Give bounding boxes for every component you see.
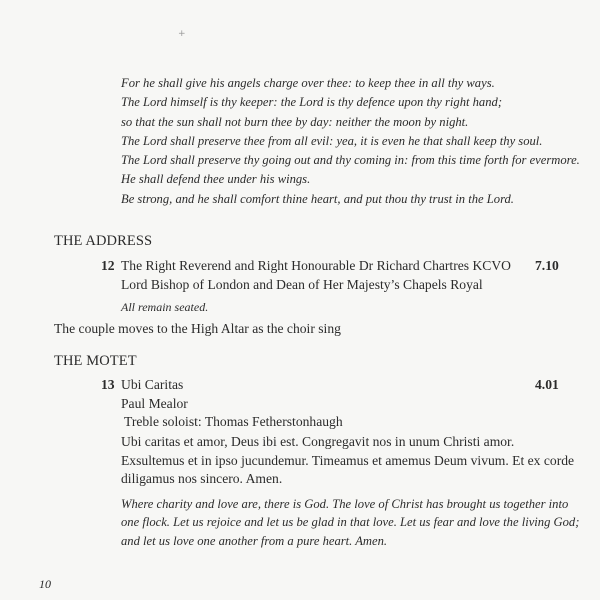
crop-mark: + — [178, 29, 186, 39]
motet-heading: THE MOTET — [54, 353, 137, 369]
address-note: All remain seated. — [121, 300, 209, 314]
psalm-line: The Lord shall preserve thee from all evil: yea, it is even he that shall keep thy soul. — [121, 133, 543, 148]
address-track-number: 12 — [101, 258, 115, 273]
psalm-line: He shall defend thee under his wings. — [121, 172, 311, 187]
motet-track-number: 13 — [101, 377, 115, 392]
address-speaker-line2: Lord Bishop of London and Dean of Her Majesty’s Chapels Royal — [121, 277, 483, 292]
motet-duration: 4.01 — [535, 377, 559, 392]
motet-latin-text — [121, 433, 581, 489]
psalm-text — [121, 74, 591, 209]
psalm-line: Be strong, and he shall comfort thine heart, and put thou thy trust in the Lord. — [121, 191, 514, 206]
latin-line: Ubi caritas et amor, Deus ibi est. Congregavit nos in unum Christi amor. — [121, 434, 515, 449]
translation-line: one flock. Let us rejoice and let us be glad in that love. Let us fear and love the living God; — [121, 515, 580, 530]
psalm-line: For he shall give his angels charge over thee: to keep thee in all thy ways. — [121, 76, 495, 90]
latin-line: Exsultemus et in ipso jucundemur. Timeamus et amemus Deum vivum. Et ex corde — [121, 452, 575, 468]
latin-line: diligamus nos sincero. Amen. — [121, 471, 283, 486]
rubric-text: The couple moves to the High Altar as the choir sing — [54, 321, 341, 336]
motet-soloist: Treble soloist: Thomas Fetherstonhaugh — [124, 414, 343, 429]
translation-line: and let us love one another from a pure heart. Amen. — [121, 533, 388, 548]
address-heading: THE ADDRESS — [54, 233, 153, 249]
motet-translation — [121, 495, 591, 550]
address-duration: 7.10 — [535, 258, 559, 273]
psalm-line: The Lord shall preserve thy going out and thy coming in: from this time forth for evermore. — [121, 153, 580, 168]
psalm-line: The Lord himself is thy keeper: the Lord is thy defence upon thy right hand; — [121, 95, 503, 110]
page-number: 10 — [39, 577, 51, 591]
address-speaker-line1: The Right Reverend and Right Honourable Dr Richard Chartres KCVO — [121, 258, 511, 273]
translation-line: Where charity and love are, there is God. The love of Christ has brought us together into — [121, 497, 569, 511]
motet-composer: Paul Mealor — [121, 396, 188, 411]
psalm-line: so that the sun shall not burn thee by day: neither the moon by night. — [121, 114, 469, 129]
motet-title: Ubi Caritas — [121, 377, 184, 392]
